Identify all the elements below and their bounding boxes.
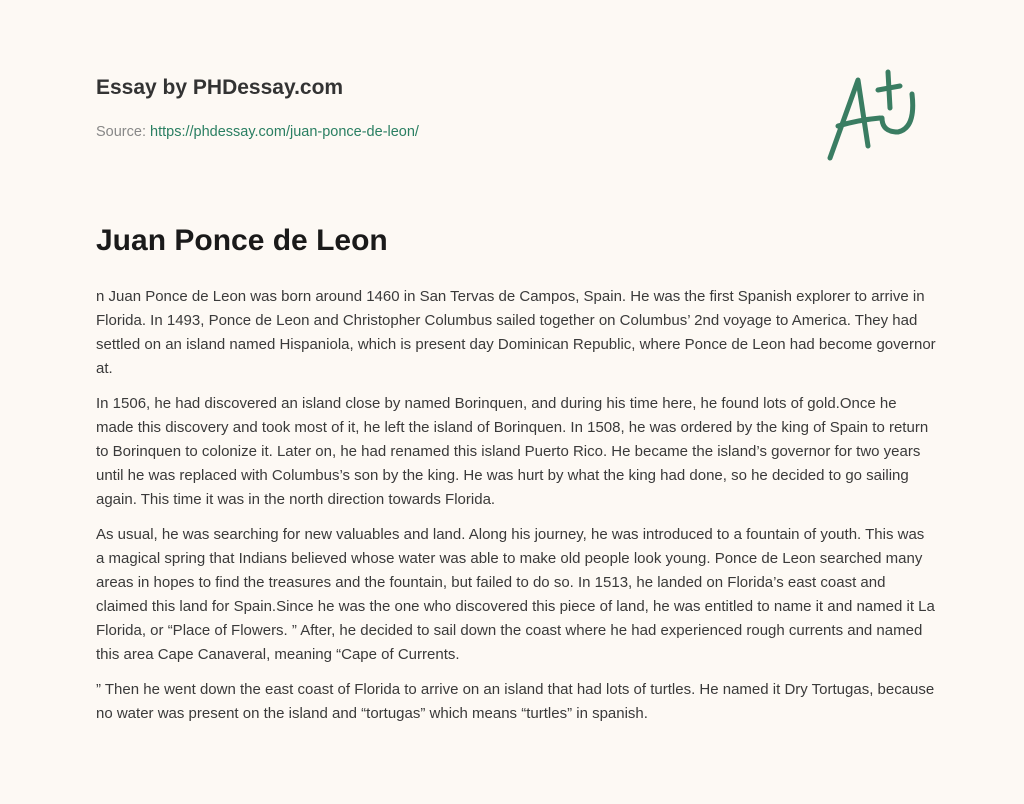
- article-body: [96, 285, 936, 737]
- paragraph: In 1506, he had discovered an island close by named Borinquen, and during his time here, he found lots of gold.Once he made this discovery and took most of it, he left the island of Borinquen. In 1508, he was ordered by the king of Spain to return to Borinquen to colonize it. Later on, he had renamed this island Puerto Rico. He became the island’s governor for two years until he was replaced with Columbus’s son by the king. He was hurt by what the king had done, so he decided to go sailing again. This time it was in the north direction towards Florida.: [96, 395, 929, 508]
- source-line: [96, 124, 419, 140]
- source-label: Source:: [96, 124, 146, 140]
- a-plus-logo-icon: [818, 68, 928, 164]
- paragraph: ” Then he went down the east coast of Florida to arrive on an island that had lots of turtles. He named it Dry Tortugas, because no water was present on the island and “tortugas” which means “turtles” in spanish.: [96, 681, 935, 722]
- source-link[interactable]: https://phdessay.com/juan-ponce-de-leon/: [150, 124, 419, 140]
- paragraph: n Juan Ponce de Leon was born around 1460 in San Tervas de Campos, Spain. He was the first Spanish explorer to arrive in Florida. In 1493, Ponce de Leon and Christopher Columbus sailed together on Columbus’ 2nd voyage to America. They had settled on an island named Hispaniola, which is present day Dominican Republic, where Ponce de Leon had become governor at.: [96, 288, 936, 377]
- article-title: Juan Ponce de Leon: [96, 224, 388, 257]
- site-brand: Essay by PHDessay.com: [96, 76, 344, 99]
- paragraph: As usual, he was searching for new valuables and land. Along his journey, he was introduced to a fountain of youth. This was a magical spring that Indians believed whose water was able to make old people look young. Ponce de Leon searched many areas in hopes to find the treasures and the fountain, but failed to do so. In 1513, he landed on Florida’s east coast and claimed this land for Spain.Since he was the one who discovered this piece of land, he was entitled to name it and named it La Florida, or “Place of Flowers. ” After, he decided to sail down the coast where he had experienced rough currents and named this area Cape Canaveral, meaning “Cape of Currents.: [96, 526, 935, 663]
